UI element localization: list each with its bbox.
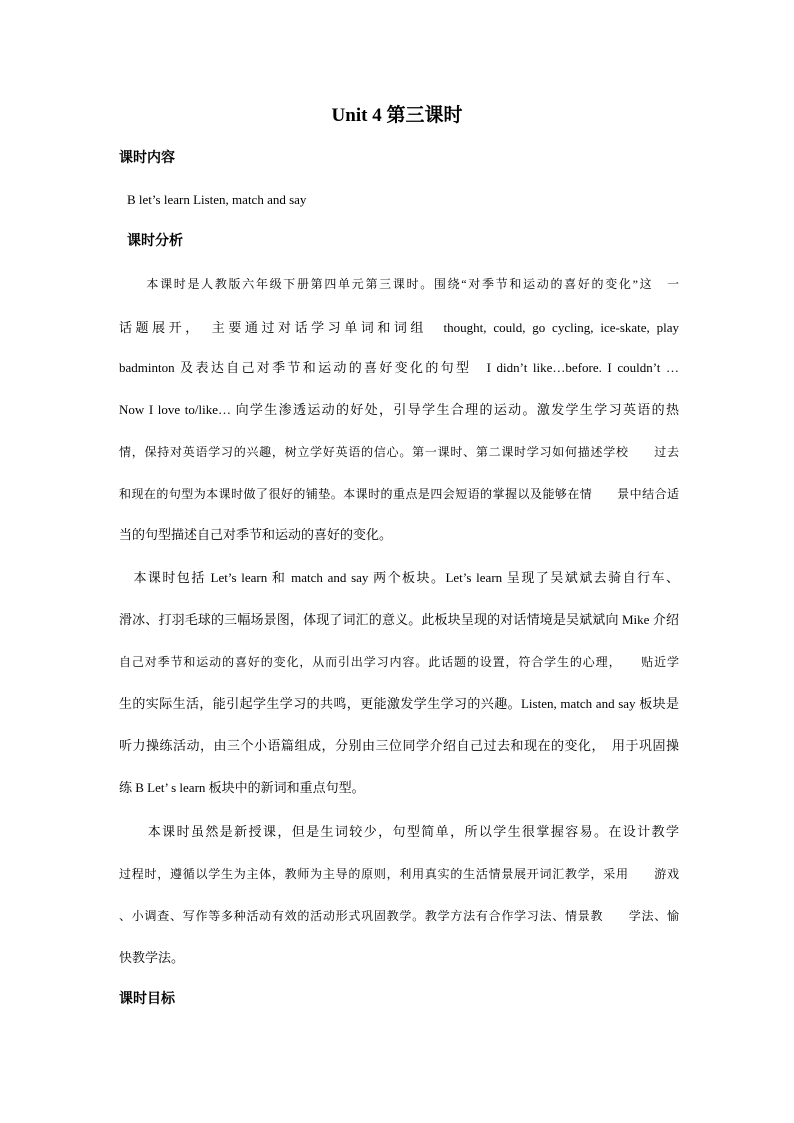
paragraph-3-line-1: 本课时虽然是新授课，但是生词较少，句型简单，所以学生很掌握容易。在设计教学: [119, 824, 679, 839]
paragraph-1-line-5: 情，保持对英语学习的兴趣，树立学好英语的信心。第一课时、第二课时学习如何描述学校 过去: [119, 445, 679, 459]
section-heading-content: 课时内容: [119, 151, 175, 166]
paragraph-2-line-4: 生的实际生活，能引起学生学习的共鸣，更能激发学生学习的兴趣。Listen, match and say 板块是: [119, 696, 679, 711]
paragraph-2-line-2: 滑冰、打羽毛球的三幅场景图，体现了词汇的意义。此板块呈现的对话情境是吴斌斌向 Mike 介绍: [119, 612, 679, 627]
content-text: B let’s learn Listen, match and say: [127, 192, 307, 207]
paragraph-2-line-3: 自己对季节和运动的喜好的变化，从而引出学习内容。此话题的设置，符合学生的心理， 贴近学: [119, 655, 679, 669]
paragraph-2-line-5: 听力操练活动，由三个小语篇组成，分别由三位同学介绍自己过去和现在的变化， 用于巩固操: [119, 738, 679, 753]
paragraph-3-line-3: 、小调查、写作等多种活动有效的活动形式巩固教学。教学方法有合作学习法、情景教 学法、愉: [119, 909, 679, 923]
paragraph-1-line-6: 和现在的句型为本课时做了很好的铺垫。本课时的重点是四会短语的掌握以及能够在情 景中结合适: [119, 487, 679, 501]
paragraph-1-line-3: badminton 及表达自己对季节和运动的喜好变化的句型 I didn’t like…before. I couldn’t …: [119, 360, 679, 375]
paragraph-1-line-4: Now I love to/like… 向学生渗透运动的好处，引导学生合理的运动。激发学生学习英语的热: [119, 402, 679, 417]
paragraph-2-line-1: 本课时包括 Let’s learn 和 match and say 两个板块。Let’s learn 呈现了吴斌斌去骑自行车、: [119, 570, 679, 585]
paragraph-2-line-6: 练 B Let’ s learn 板块中的新词和重点句型。: [119, 780, 365, 795]
section-heading-goals: 课时目标: [119, 992, 175, 1007]
paragraph-3-line-4: 快教学法。: [119, 950, 185, 965]
paragraph-3-line-2: 过程时，遵循以学生为主体，教师为主导的原则，利用真实的生活情景展开词汇教学，采用 游戏: [119, 867, 679, 881]
section-heading-analysis: 课时分析: [127, 234, 183, 249]
paragraph-1-line-1: 本课时是人教版六年级下册第四单元第三课时。围绕“对季节和运动的喜好的变化”这 一: [119, 277, 679, 291]
paragraph-1-line-7: 当的句型描述自己对季节和运动的喜好的变化。: [119, 527, 393, 542]
document-title: Unit 4 第三课时: [331, 105, 463, 126]
paragraph-1-line-2: 话题展开， 主要通过对话学习单词和词组 thought, could, go cycling, ice-skate, play: [119, 320, 679, 335]
